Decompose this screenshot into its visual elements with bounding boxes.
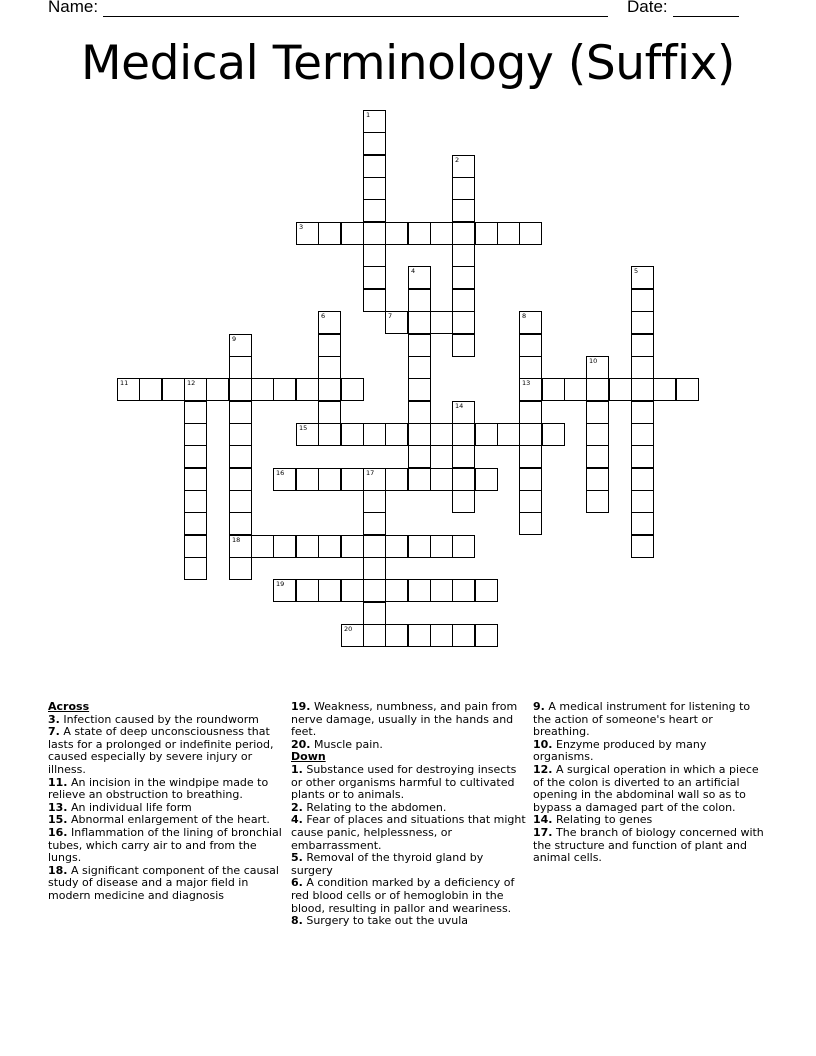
- clue-number: 3: [299, 223, 304, 231]
- crossword-cell[interactable]: [452, 289, 475, 312]
- crossword-cell[interactable]: [631, 468, 654, 491]
- crossword-cell[interactable]: [251, 535, 274, 558]
- crossword-cell[interactable]: [586, 445, 609, 468]
- clue-number: 5: [634, 267, 639, 275]
- crossword-cell[interactable]: [631, 311, 654, 334]
- crossword-cell[interactable]: [586, 356, 609, 379]
- crossword-cell[interactable]: [430, 423, 453, 446]
- crossword-cell[interactable]: [452, 423, 475, 446]
- crossword-cell[interactable]: [408, 356, 431, 379]
- clue-across-16: 16. Inflammation of the lining of bronchial tubes, which carry air to and from the lungs.: [48, 825, 282, 865]
- crossword-cell[interactable]: [385, 423, 408, 446]
- crossword-cell[interactable]: [162, 378, 185, 401]
- clue-across-11: 11. An incision in the windpipe made to relieve an obstruction to breathing.: [48, 775, 269, 802]
- crossword-cell[interactable]: [318, 468, 341, 491]
- crossword-cell[interactable]: [318, 378, 341, 401]
- crossword-cell[interactable]: [341, 624, 364, 647]
- clue-number: 14: [455, 402, 464, 410]
- clue-number: 7: [388, 312, 393, 320]
- crossword-cell[interactable]: [296, 468, 319, 491]
- clue-down-9: 9. A medical instrument for listening to the action of someone's heart or breathing.: [533, 700, 751, 739]
- clue-number: 20: [344, 625, 353, 633]
- clue-across-20: 20. Muscle pain.: [291, 737, 383, 751]
- crossword-cell[interactable]: [430, 624, 453, 647]
- clue-down-5: 5. Removal of the thyroid gland by surgery: [291, 851, 484, 877]
- crossword-cell[interactable]: [519, 512, 542, 535]
- crossword-cell[interactable]: [296, 579, 319, 602]
- crossword-cell[interactable]: [184, 512, 207, 535]
- crossword-cell[interactable]: [229, 334, 252, 357]
- clue-number: 18: [232, 536, 241, 544]
- crossword-cell[interactable]: [408, 266, 431, 289]
- crossword-cell[interactable]: [408, 401, 431, 424]
- crossword-cell[interactable]: [184, 423, 207, 446]
- crossword-cell[interactable]: [542, 378, 565, 401]
- crossword-cell[interactable]: [184, 468, 207, 491]
- crossword-cell[interactable]: [586, 423, 609, 446]
- clue-down-6: 6. A condition marked by a deficiency of red blood cells or of hemoglobin in the blood, resulting in pallor and weariness.: [291, 876, 515, 915]
- crossword-cell[interactable]: [408, 378, 431, 401]
- crossword-cell[interactable]: [229, 535, 252, 558]
- crossword-cell[interactable]: [631, 356, 654, 379]
- crossword-cell[interactable]: [519, 401, 542, 424]
- crossword-cell[interactable]: [452, 490, 475, 513]
- crossword-cell[interactable]: [363, 490, 386, 513]
- crossword-cell[interactable]: [296, 222, 319, 245]
- crossword-cell[interactable]: [475, 579, 498, 602]
- crossword-cell[interactable]: [609, 378, 632, 401]
- crossword-cell[interactable]: [430, 311, 453, 334]
- crossword-cell[interactable]: [408, 468, 431, 491]
- clue-number: 1: [366, 111, 371, 119]
- crossword-cell[interactable]: [519, 356, 542, 379]
- crossword-cell[interactable]: [408, 445, 431, 468]
- crossword-cell[interactable]: [408, 311, 431, 334]
- crossword-cell[interactable]: [363, 132, 386, 155]
- crossword-cell[interactable]: [363, 602, 386, 625]
- crossword-cell[interactable]: [385, 468, 408, 491]
- clues-column-3: [533, 701, 769, 865]
- crossword-cell[interactable]: [363, 289, 386, 312]
- crossword-cell[interactable]: [452, 579, 475, 602]
- crossword-cell[interactable]: [229, 423, 252, 446]
- crossword-cell[interactable]: [184, 378, 207, 401]
- clue-down-17: 17. The branch of biology concerned with the structure and function of plant and animal cells.: [533, 825, 764, 865]
- crossword-cell[interactable]: [586, 490, 609, 513]
- crossword-cell[interactable]: [452, 177, 475, 200]
- crossword-cell[interactable]: [184, 401, 207, 424]
- crossword-cell[interactable]: [586, 378, 609, 401]
- crossword-cell[interactable]: [184, 535, 207, 558]
- crossword-cell[interactable]: [475, 624, 498, 647]
- crossword-cell[interactable]: [363, 624, 386, 647]
- crossword-cell[interactable]: [676, 378, 699, 401]
- crossword-cell[interactable]: [273, 378, 296, 401]
- crossword-cell[interactable]: [631, 512, 654, 535]
- name-label: Name:: [48, 0, 99, 16]
- clue-number: 4: [411, 267, 416, 275]
- crossword-cell[interactable]: [631, 289, 654, 312]
- crossword-cell[interactable]: [408, 289, 431, 312]
- crossword-cell[interactable]: [430, 468, 453, 491]
- clue-across-7: 7. A state of deep unconsciousness that lasts for a prolonged or indefinite period, caused especially by severe injury or illness.: [48, 725, 274, 776]
- crossword-cell[interactable]: [363, 199, 386, 222]
- crossword-cell[interactable]: [341, 579, 364, 602]
- crossword-cell[interactable]: [363, 579, 386, 602]
- crossword-cell[interactable]: [363, 468, 386, 491]
- crossword-cell[interactable]: [184, 490, 207, 513]
- crossword-cell[interactable]: [341, 423, 364, 446]
- crossword-cell[interactable]: [229, 401, 252, 424]
- crossword-cell[interactable]: [631, 423, 654, 446]
- crossword-cell[interactable]: [631, 266, 654, 289]
- crossword-cell[interactable]: [408, 579, 431, 602]
- crossword-cell[interactable]: [273, 579, 296, 602]
- crossword-cell[interactable]: [363, 177, 386, 200]
- crossword-cell[interactable]: [341, 378, 364, 401]
- crossword-cell[interactable]: [519, 378, 542, 401]
- crossword-cell[interactable]: [273, 535, 296, 558]
- crossword-cell[interactable]: [318, 222, 341, 245]
- clue-down-8: 8. Surgery to take out the uvula: [291, 914, 469, 928]
- crossword-cell[interactable]: [385, 579, 408, 602]
- crossword-cell[interactable]: [363, 155, 386, 178]
- crossword-cell[interactable]: [363, 535, 386, 558]
- crossword-cell[interactable]: [385, 624, 408, 647]
- crossword-cell[interactable]: [452, 222, 475, 245]
- crossword-cell[interactable]: [475, 222, 498, 245]
- crossword-cell[interactable]: [408, 423, 431, 446]
- crossword-cell[interactable]: [318, 401, 341, 424]
- crossword-cell[interactable]: [631, 401, 654, 424]
- crossword-cell[interactable]: [497, 423, 520, 446]
- crossword-cell[interactable]: [631, 334, 654, 357]
- crossword-cell[interactable]: [452, 311, 475, 334]
- crossword-cell[interactable]: [385, 222, 408, 245]
- crossword-cell[interactable]: [452, 155, 475, 178]
- crossword-cell[interactable]: [363, 110, 386, 133]
- date-label: Date:: [627, 0, 668, 16]
- crossword-cell[interactable]: [184, 557, 207, 580]
- crossword-cell[interactable]: [363, 244, 386, 267]
- crossword-cell[interactable]: [452, 266, 475, 289]
- crossword-cell[interactable]: [408, 222, 431, 245]
- page-title: Medical Terminology (Suffix): [81, 36, 735, 91]
- crossword-cell[interactable]: [318, 423, 341, 446]
- crossword-cell[interactable]: [318, 535, 341, 558]
- crossword-cell[interactable]: [229, 378, 252, 401]
- crossword-cell[interactable]: [408, 334, 431, 357]
- crossword-cell[interactable]: [363, 557, 386, 580]
- clue-number: 8: [522, 312, 527, 320]
- crossword-cell[interactable]: [475, 468, 498, 491]
- clue-number: 15: [299, 424, 308, 432]
- crossword-cell[interactable]: [341, 222, 364, 245]
- crossword-cell[interactable]: [296, 423, 319, 446]
- crossword-cell[interactable]: [363, 266, 386, 289]
- clue-number: 10: [589, 357, 598, 365]
- crossword-cell[interactable]: [430, 579, 453, 602]
- clue-number: 11: [120, 379, 129, 387]
- crossword-cell[interactable]: [408, 535, 431, 558]
- crossword-cell[interactable]: [206, 378, 229, 401]
- crossword-cell[interactable]: [408, 624, 431, 647]
- clues-column-2: [291, 701, 527, 928]
- crossword-cell[interactable]: [117, 378, 140, 401]
- crossword-cell[interactable]: [229, 356, 252, 379]
- crossword-cell[interactable]: [631, 445, 654, 468]
- clue-across-3: 3. Infection caused by the roundworm: [48, 712, 259, 726]
- crossword-cell[interactable]: [229, 468, 252, 491]
- crossword-cell[interactable]: [475, 423, 498, 446]
- crossword-cell[interactable]: [452, 244, 475, 267]
- crossword-cell[interactable]: [452, 445, 475, 468]
- crossword-cell[interactable]: [542, 423, 565, 446]
- clue-number: 12: [187, 379, 196, 387]
- crossword-cell[interactable]: [586, 468, 609, 491]
- crossword-cell[interactable]: [341, 468, 364, 491]
- crossword-cell[interactable]: [519, 445, 542, 468]
- crossword-cell[interactable]: [341, 535, 364, 558]
- crossword-cell[interactable]: [385, 311, 408, 334]
- clue-number: 9: [232, 335, 237, 343]
- down-heading: Down: [291, 750, 326, 764]
- crossword-cell[interactable]: [251, 378, 274, 401]
- crossword-cell[interactable]: [385, 535, 408, 558]
- crossword-cell[interactable]: [519, 311, 542, 334]
- crossword-cell[interactable]: [318, 311, 341, 334]
- crossword-cell[interactable]: [318, 334, 341, 357]
- crossword-cell[interactable]: [318, 579, 341, 602]
- crossword-cell[interactable]: [519, 468, 542, 491]
- crossword-cell[interactable]: [296, 378, 319, 401]
- crossword-cell[interactable]: [452, 468, 475, 491]
- crossword-cell[interactable]: [229, 557, 252, 580]
- crossword-cell[interactable]: [586, 401, 609, 424]
- crossword-cell[interactable]: [363, 423, 386, 446]
- clue-down-14: 14. Relating to genes: [533, 813, 653, 827]
- crossword-cell[interactable]: [653, 378, 676, 401]
- clues-column-1: [48, 701, 284, 903]
- clue-across-19: 19. Weakness, numbness, and pain from nerve damage, usually in the hands and feet.: [291, 700, 518, 739]
- clue-down-12: 12. A surgical operation in which a piece of the colon is diverted to an artificial opening in the abdominal wall so as to bypass a damaged part of the colon.: [533, 762, 759, 814]
- crossword-cell[interactable]: [229, 512, 252, 535]
- crossword-cell[interactable]: [452, 624, 475, 647]
- crossword-cell[interactable]: [139, 378, 162, 401]
- crossword-cell[interactable]: [631, 490, 654, 513]
- crossword-cell[interactable]: [296, 535, 319, 558]
- clue-number: 19: [276, 580, 285, 588]
- clue-number: 6: [321, 312, 326, 320]
- clue-across-18: 18. A significant component of the causal study of disease and a major field in modern medicine and diagnosis: [48, 863, 279, 902]
- crossword-cell[interactable]: [452, 401, 475, 424]
- crossword-cell[interactable]: [519, 334, 542, 357]
- clue-down-1: 1. Substance used for destroying insects or other organisms harmful to cultivated plants or to animals.: [291, 762, 517, 802]
- clue-number: 17: [366, 469, 375, 477]
- crossword-cell[interactable]: [631, 378, 654, 401]
- clue-number: 2: [455, 156, 460, 164]
- crossword-cell[interactable]: [519, 490, 542, 513]
- crossword-cell[interactable]: [363, 512, 386, 535]
- crossword-cell[interactable]: [564, 378, 587, 401]
- crossword-cell[interactable]: [430, 222, 453, 245]
- clue-down-4: 4. Fear of places and situations that might cause panic, helplessness, or embarrassment.: [291, 813, 526, 852]
- crossword-cell[interactable]: [452, 334, 475, 357]
- crossword-cell[interactable]: [452, 199, 475, 222]
- crossword-cell[interactable]: [229, 490, 252, 513]
- clue-number: 16: [276, 469, 285, 477]
- crossword-cell[interactable]: [519, 222, 542, 245]
- crossword-cell[interactable]: [430, 535, 453, 558]
- crossword-cell[interactable]: [363, 222, 386, 245]
- crossword-cell[interactable]: [273, 468, 296, 491]
- clue-across-13: 13. An individual life form: [48, 800, 192, 814]
- crossword-cell[interactable]: [631, 535, 654, 558]
- crossword-cell[interactable]: [318, 356, 341, 379]
- clue-number: 13: [522, 379, 531, 387]
- crossword-cell[interactable]: [497, 222, 520, 245]
- across-heading: Across: [48, 700, 90, 713]
- clue-across-15: 15. Abnormal enlargement of the heart.: [48, 813, 270, 827]
- clue-down-10: 10. Enzyme produced by many organisms.: [533, 737, 707, 764]
- crossword-cell[interactable]: [229, 445, 252, 468]
- clue-down-2: 2. Relating to the abdomen.: [291, 800, 447, 814]
- crossword-cell[interactable]: [184, 445, 207, 468]
- crossword-cell[interactable]: [519, 423, 542, 446]
- crossword-cell[interactable]: [452, 535, 475, 558]
